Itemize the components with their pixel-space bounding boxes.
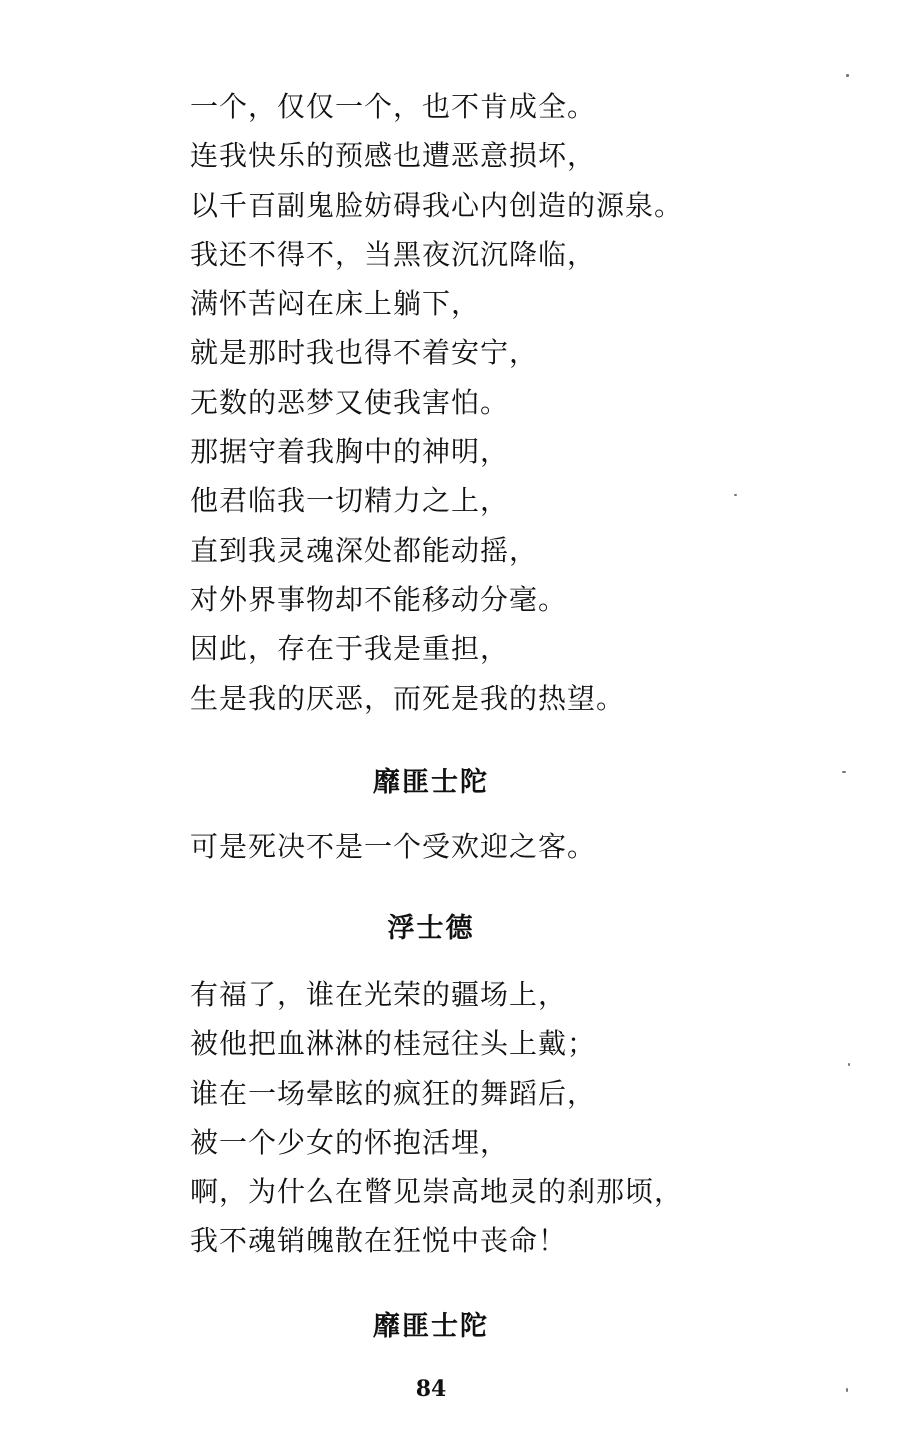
speaker-name: 靡匪士陀 xyxy=(373,1311,489,1342)
verse-line: 生是我的厌恶，而死是我的热望。 xyxy=(190,681,626,715)
verse-line: 被他把血淋淋的桂冠往头上戴； xyxy=(190,1027,597,1061)
speaker-name: 靡匪士陀 xyxy=(373,767,489,798)
verse-line: 就是那时我也得不着安宁， xyxy=(190,336,539,370)
verse-block-2 xyxy=(190,822,830,871)
verse-line: 我不魂销魄散在狂悦中丧命！ xyxy=(190,1224,568,1258)
scan-speck xyxy=(846,74,849,77)
verse-line: 他君临我一切精力之上， xyxy=(190,484,510,518)
speaker-name: 浮士德 xyxy=(387,913,475,944)
verse-line: 以千百副鬼脸妨碍我心内创造的源泉。 xyxy=(190,188,684,222)
scan-speck xyxy=(734,494,737,496)
verse-line: 无数的恶梦又使我害怕。 xyxy=(190,385,510,419)
verse-line: 有福了，谁在光荣的疆场上， xyxy=(190,978,568,1011)
scan-speck xyxy=(848,1063,850,1066)
verse-line: 可是死决不是一个受欢迎之客。 xyxy=(190,830,597,863)
verse-line: 一个，仅仅一个，也不肯成全。 xyxy=(190,90,597,123)
verse-block-3 xyxy=(190,970,830,1266)
scan-speck xyxy=(846,1388,848,1392)
page-number: 84 xyxy=(415,1376,447,1402)
verse-line: 谁在一场晕眩的疯狂的舞蹈后， xyxy=(190,1076,597,1110)
verse-line: 我还不得不，当黑夜沉沉降临， xyxy=(190,237,597,271)
verse-line: 直到我灵魂深处都能动摇， xyxy=(190,533,539,567)
verse-block-1 xyxy=(190,82,830,723)
verse-line: 被一个少女的怀抱活埋， xyxy=(190,1125,510,1159)
verse-line: 那据守着我胸中的神明， xyxy=(190,435,510,469)
verse-line: 连我快乐的预感也遭恶意损坏， xyxy=(190,139,597,173)
verse-line: 对外界事物却不能移动分毫。 xyxy=(190,582,568,616)
scan-speck xyxy=(842,771,846,773)
verse-line: 啊，为什么在瞥见崇高地灵的刹那顷， xyxy=(190,1175,684,1209)
verse-line: 因此，存在于我是重担， xyxy=(190,632,510,666)
verse-line: 满怀苦闷在床上躺下， xyxy=(190,287,481,321)
